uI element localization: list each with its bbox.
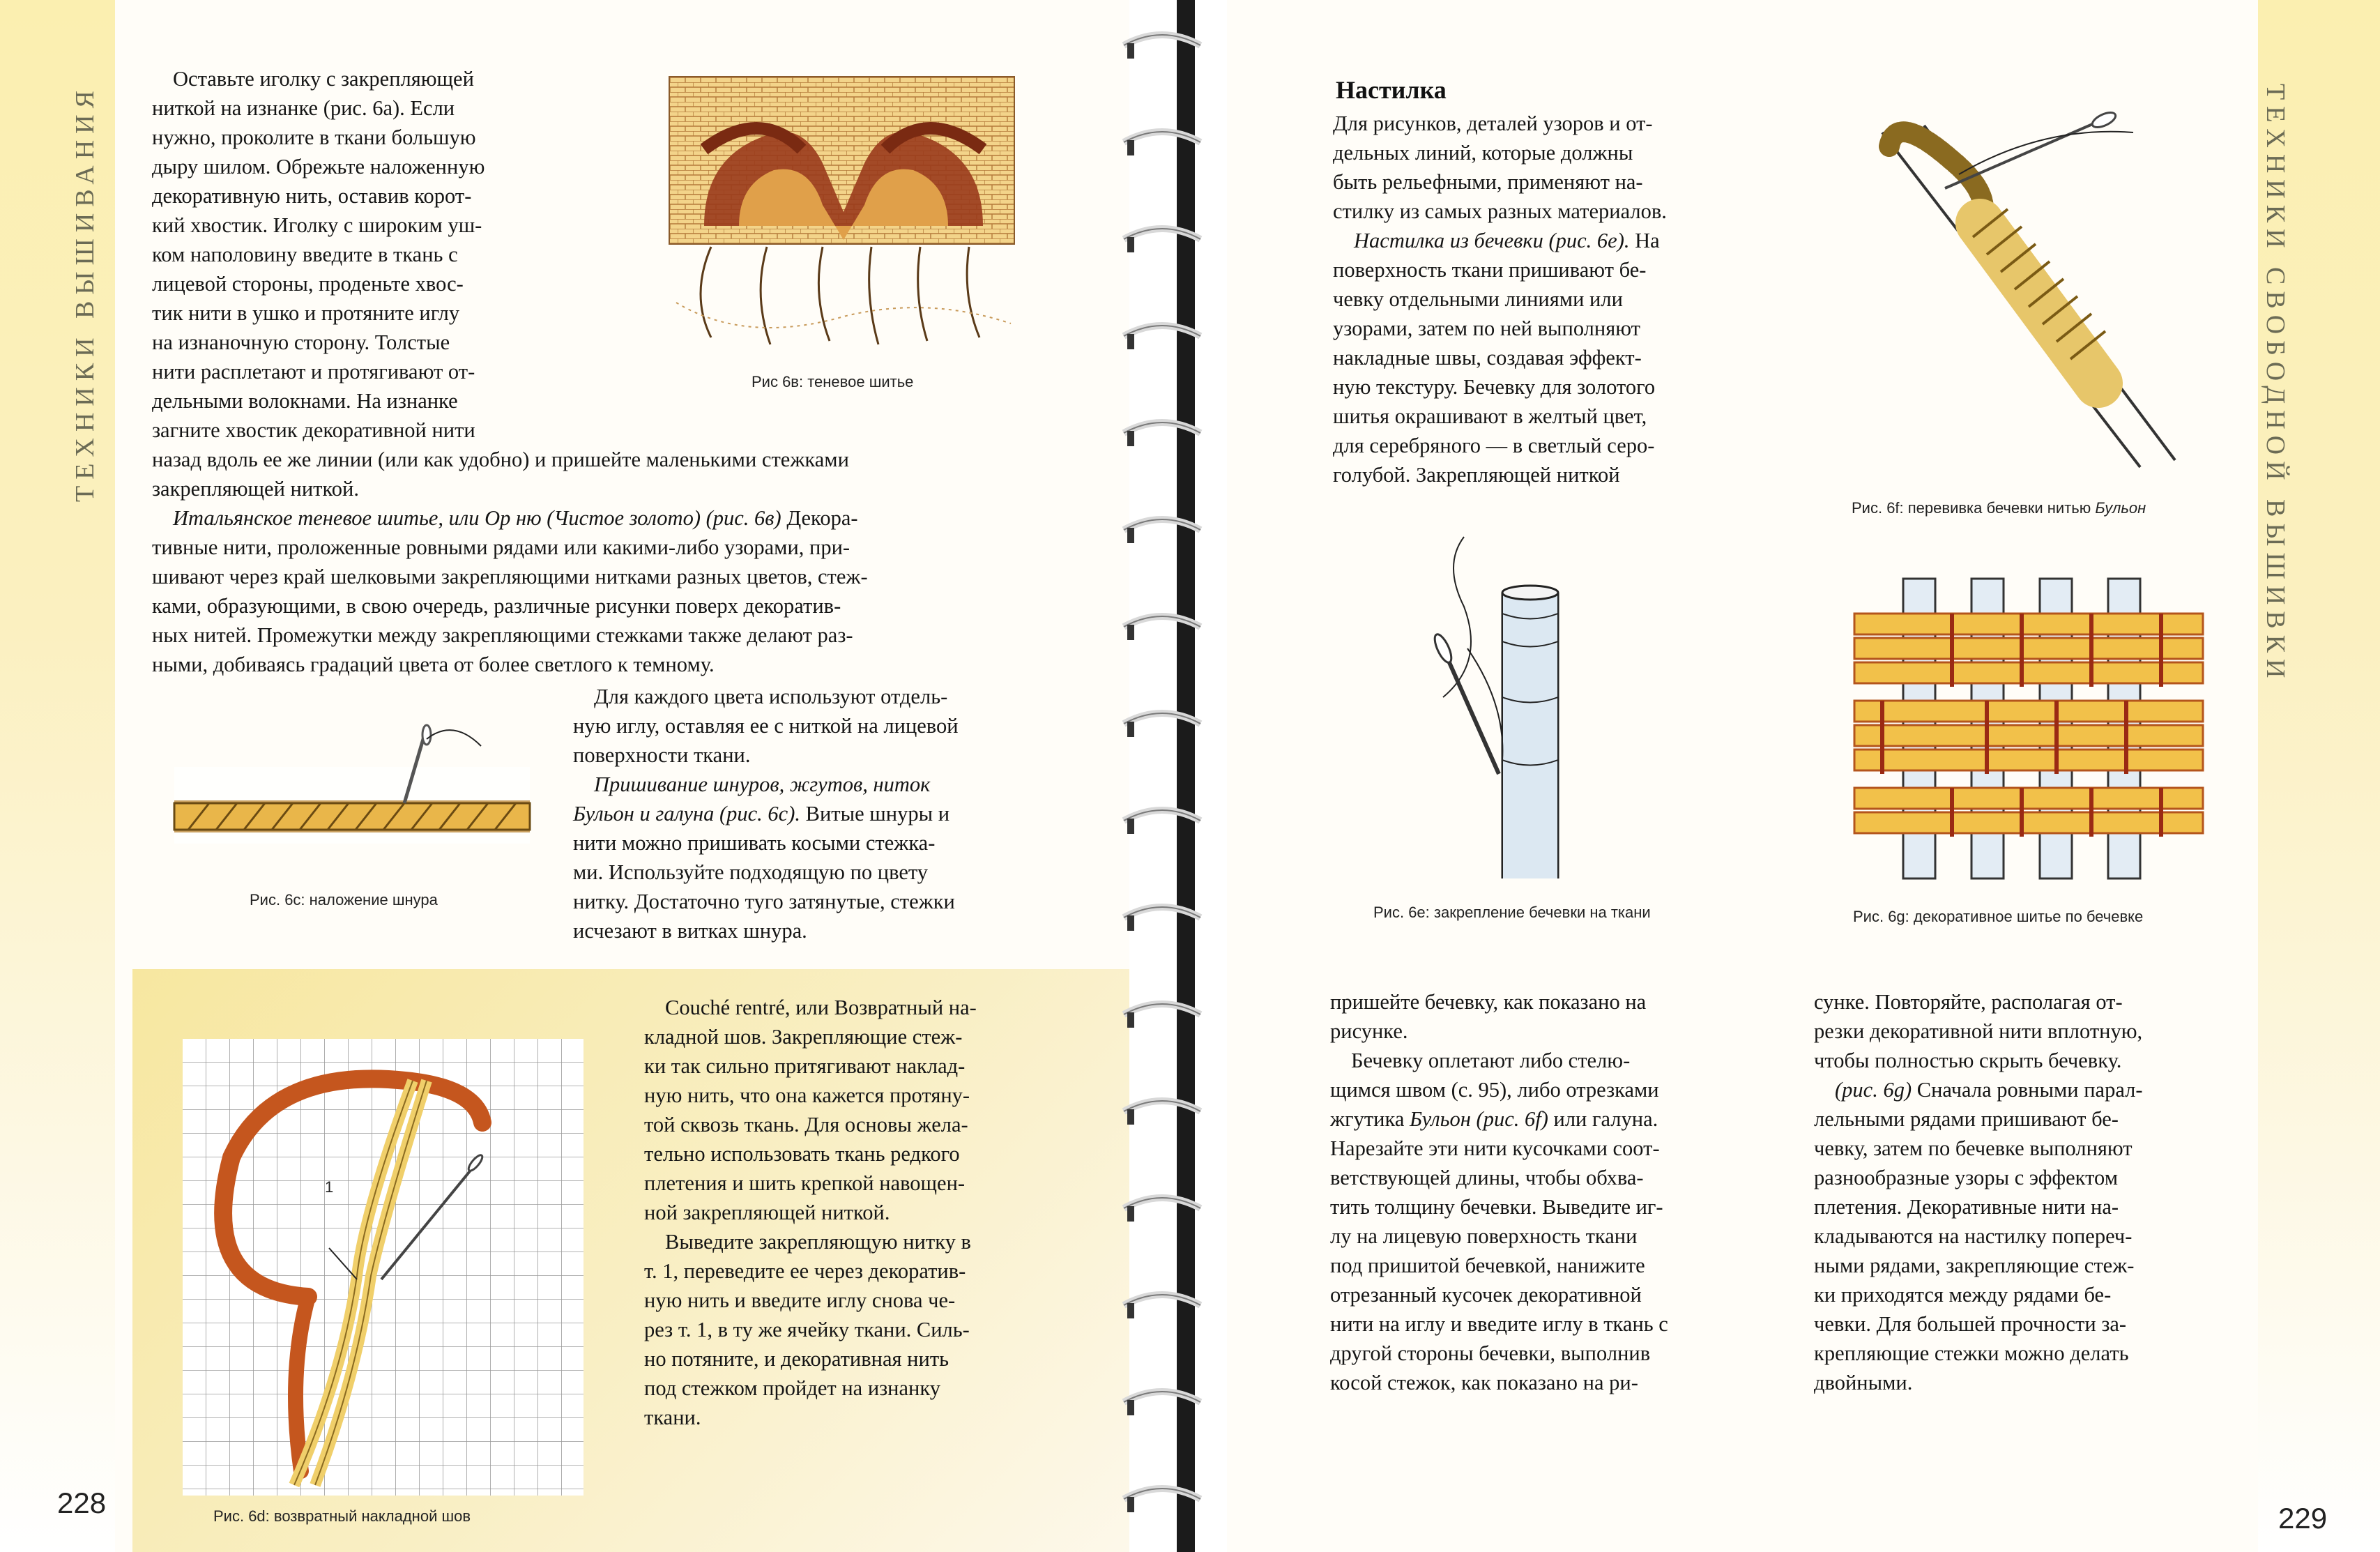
text-line: поверхности ткани. xyxy=(573,743,751,767)
text-line: под стежком пройдет на изнанку xyxy=(644,1376,941,1400)
text-span: Декора- xyxy=(781,506,858,530)
left-side-title: ТЕХНИКИ ВЫШИВАНИЯ xyxy=(70,84,100,502)
text-line: резки декоративной нити вплотную, xyxy=(1814,1019,2143,1043)
binding-ring xyxy=(1124,803,1200,828)
text-line: плетения. Декоративные нити на- xyxy=(1814,1195,2119,1219)
text-line: Выведите закрепляющую нитку в xyxy=(665,1230,971,1254)
text-line: накладные швы, создавая эффект- xyxy=(1333,346,1642,370)
text-line: шивают через край шелковыми закрепляющими нитками разных цветов, стеж- xyxy=(152,565,868,588)
figure-6d-label: 1 xyxy=(325,1178,334,1196)
text-line: тивные нити, проложенные ровными рядами или какими-либо узорами, при- xyxy=(152,535,850,559)
text-line: ниткой на изнанке (рис. 6а). Если xyxy=(152,96,455,120)
text-line: закрепляющей ниткой. xyxy=(152,477,359,501)
text-line: сунке. Повторяйте, располагая от- xyxy=(1814,990,2123,1014)
text-line: косой стежок, как показано на ри- xyxy=(1330,1371,1638,1394)
binding-ring xyxy=(1124,512,1200,538)
text-line: т. 1, переведите ее через декоратив- xyxy=(644,1259,966,1283)
text-line: дельных линий, которые должны xyxy=(1333,141,1633,165)
text-line: той сквозь ткань. Для основы жела- xyxy=(644,1113,968,1136)
text-line: голубой. Закрепляющей ниткой xyxy=(1333,463,1620,487)
text-line: чевку отдельными линиями или xyxy=(1333,287,1623,311)
text-line: щимся швом (с. 95), либо отрезками xyxy=(1330,1078,1659,1102)
caption-6v: Рис 6в: теневое шитье xyxy=(752,373,914,390)
text-span: или галуна. xyxy=(1548,1107,1658,1131)
binding-ring xyxy=(1124,1482,1200,1507)
text-line: исчезают в витках шнура. xyxy=(573,919,807,943)
right-col3-text xyxy=(1814,987,2246,1397)
text-span: Витые шнуры и xyxy=(800,802,950,826)
text-line: декоративную нить, оставив корот- xyxy=(152,184,472,208)
text-line: двойными. xyxy=(1814,1371,1913,1394)
text-line: нужно, проколите в ткани большую xyxy=(152,125,476,149)
text-line: Бечевку оплетают либо стелю- xyxy=(1351,1049,1631,1072)
figure-6g-weave xyxy=(1854,558,2203,878)
heading-nastilka: Настилка xyxy=(1336,76,1447,104)
text-span: жгутика xyxy=(1330,1107,1410,1131)
text-line: лу на лицевую поверхность ткани xyxy=(1330,1224,1638,1248)
text-line: рисунке. xyxy=(1330,1019,1408,1043)
caption-6d: Рис. 6d: возвратный накладной шов xyxy=(213,1507,471,1525)
text-line: для серебряного — в светлый серо- xyxy=(1333,434,1655,457)
text-span: Бульон xyxy=(2095,499,2146,517)
text-line: на изнаночную сторону. Толстые xyxy=(152,330,450,354)
text-line: дельными волокнами. На изнанке xyxy=(152,389,458,413)
text-line: стилку из самых разных материалов. xyxy=(1333,199,1667,223)
text-span: Настилка из бечевки (рис. 6е). xyxy=(1354,229,1630,252)
text-line: нити можно пришивать косыми стежка- xyxy=(573,831,936,855)
text-line: ми. Используйте подходящую по цвету xyxy=(573,860,929,884)
figure-6d-couche xyxy=(183,1039,587,1499)
text-line: дыру шилом. Обрежьте наложенную xyxy=(152,155,485,178)
page-number-left: 228 xyxy=(57,1486,107,1519)
text-line: загните хвостик декоративной нити xyxy=(152,418,475,442)
text-line: ной закрепляющей ниткой. xyxy=(644,1201,890,1224)
text-line: ную текстуру. Бечевку для золотого xyxy=(1333,375,1656,399)
left-col2-text xyxy=(573,682,1061,945)
text-line: ки приходятся между рядами бе- xyxy=(1814,1283,2112,1307)
text-line: чевку, затем по бечевке выполняют xyxy=(1814,1136,2133,1160)
text-span: На xyxy=(1629,229,1660,252)
text-line: но потяните, и декоративная нить xyxy=(644,1347,949,1371)
text-line: рез т. 1, в ту же ячейку ткани. Силь- xyxy=(644,1318,970,1341)
text-line: чевки. Для большей прочности за- xyxy=(1814,1312,2127,1336)
text-line: тить толщину бечевки. Выведите иг- xyxy=(1330,1195,1663,1219)
text-line: Для рисунков, деталей узоров и от- xyxy=(1333,112,1653,135)
text-span: Бульон и галуна (рис. 6с). xyxy=(573,802,800,826)
text-line xyxy=(1330,1104,1762,1134)
text-line: ветствующей длины, чтобы обхва- xyxy=(1330,1166,1644,1189)
text-line: лельными рядами пришивают бе- xyxy=(1814,1107,2119,1131)
text-line: нити на иглу и введите иглу в ткань с xyxy=(1330,1312,1668,1336)
text-line: чтобы полностью скрыть бечевку. xyxy=(1814,1049,2122,1072)
text-line: ткани. xyxy=(644,1406,701,1429)
binding-ring xyxy=(1124,1288,1200,1313)
text-line: кладываются на настилку попереч- xyxy=(1814,1224,2133,1248)
text-line: Оставьте иголку с закрепляющей xyxy=(173,67,474,91)
page-number-right: 229 xyxy=(2278,1502,2328,1535)
text-line: узорами, затем по ней выполняют xyxy=(1333,317,1640,340)
binding-ring xyxy=(1124,997,1200,1022)
binding-ring xyxy=(1124,1385,1200,1410)
text-span: (рис. 6g) xyxy=(1835,1078,1912,1102)
binding-ring xyxy=(1124,416,1200,441)
text-line: лицевой стороны, проденьте хвос- xyxy=(152,272,464,296)
binding-ring xyxy=(1124,706,1200,731)
text-line: нити расплетают и протягивают от- xyxy=(152,360,475,383)
binding-ring xyxy=(1124,222,1200,247)
italian-title: Итальянское теневое шитье, или Ор ню (Чистое золото) (рис. 6в) xyxy=(173,506,781,530)
text-line: ную нить, что она кажется протяну- xyxy=(644,1083,970,1107)
caption-6f xyxy=(1852,499,2146,517)
text-line xyxy=(152,503,858,533)
text-line xyxy=(1814,1075,2246,1104)
text-line: быть рельефными, применяют на- xyxy=(1333,170,1643,194)
text-line: Для каждого цвета используют отдель- xyxy=(594,685,948,708)
text-line: ную иглу, оставляя ее с ниткой на лицевой xyxy=(573,714,959,738)
right-col1-text xyxy=(1333,109,1765,489)
text-line: шитья окрашивают в желтый цвет, xyxy=(1333,404,1647,428)
caption-6e: Рис. 6е: закрепление бечевки на ткани xyxy=(1373,904,1651,921)
text-line: нитку. Достаточно туго затянутые, стежки xyxy=(573,890,955,913)
binding-ring xyxy=(1124,900,1200,925)
figure-6e-string-attach xyxy=(1401,537,1694,885)
binding-ring xyxy=(1124,1094,1200,1119)
text-line: поверхность ткани пришивают бе- xyxy=(1333,258,1647,282)
text-line: ную нить и введите иглу снова че- xyxy=(644,1288,956,1312)
text-line: пришейте бечевку, как показано на xyxy=(1330,990,1647,1014)
binding-ring xyxy=(1124,319,1200,344)
figure-6c-cord xyxy=(174,725,537,865)
text-line: разнообразные узоры с эффектом xyxy=(1814,1166,2118,1189)
binding-ring xyxy=(1124,28,1200,53)
text-line: тельно использовать ткань редкого xyxy=(644,1142,960,1166)
binding-ring xyxy=(1124,125,1200,150)
text-span: Рис. 6f: перевивка бечевки нитью xyxy=(1852,499,2096,517)
text-line: ными рядами, закрепляющие стеж- xyxy=(1814,1254,2135,1277)
text-line: плетения и шить крепкой навощен- xyxy=(644,1171,966,1195)
text-line xyxy=(573,799,1061,828)
right-side-title: ТЕХНИКИ СВОБОДНОЙ ВЫШИВКИ xyxy=(2261,84,2290,685)
text-line: ными, добиваясь градаций цвета от более светлого к темному. xyxy=(152,653,715,676)
caption-6g: Рис. 6g: декоративное шитье по бечевке xyxy=(1853,908,2144,925)
figure-6v-shadow-work xyxy=(662,73,1025,365)
text-line: крепляющие стежки можно делать xyxy=(1814,1341,2129,1365)
text-line: Couché rentré, или Возвратный на- xyxy=(665,996,977,1019)
caption-6c: Рис. 6с: наложение шнура xyxy=(250,891,438,908)
text-line: ками, образующими, в свою очередь, различные рисунки поверх декоратив- xyxy=(152,594,841,618)
binding-ring xyxy=(1124,609,1200,634)
text-line: ки так сильно притягивают наклад- xyxy=(644,1054,966,1078)
text-line: назад вдоль ее же линии (или как удобно) и пришейте маленькими стежками xyxy=(152,448,849,471)
text-line: тик нити в ушко и протяните иглу xyxy=(152,301,460,325)
couche-text xyxy=(644,993,1076,1432)
figure-6f-bullion-wrap xyxy=(1868,105,2175,481)
text-line: кладной шов. Закрепляющие стеж- xyxy=(644,1025,963,1049)
text-line: Пришивание шнуров, жгутов, ниток xyxy=(594,773,931,796)
text-line: ком наполовину введите в ткань с xyxy=(152,243,458,266)
text-line: Нарезайте эти нити кусочками соот- xyxy=(1330,1136,1660,1160)
text-span: Бульон (рис. 6f) xyxy=(1410,1107,1548,1131)
text-line: под пришитой бечевкой, нанижите xyxy=(1330,1254,1645,1277)
text-span: Сначала ровными парал- xyxy=(1912,1078,2143,1102)
binding-ring xyxy=(1124,1191,1200,1216)
text-line: другой стороны бечевки, выполнив xyxy=(1330,1341,1651,1365)
right-col2-text xyxy=(1330,987,1762,1397)
text-line: отрезанный кусочек декоративной xyxy=(1330,1283,1642,1307)
text-line: ных нитей. Промежутки между закрепляющими стежками также делают раз- xyxy=(152,623,853,647)
text-line: кий хвостик. Иголку с широким уш- xyxy=(152,213,482,237)
text-line xyxy=(1333,226,1765,255)
